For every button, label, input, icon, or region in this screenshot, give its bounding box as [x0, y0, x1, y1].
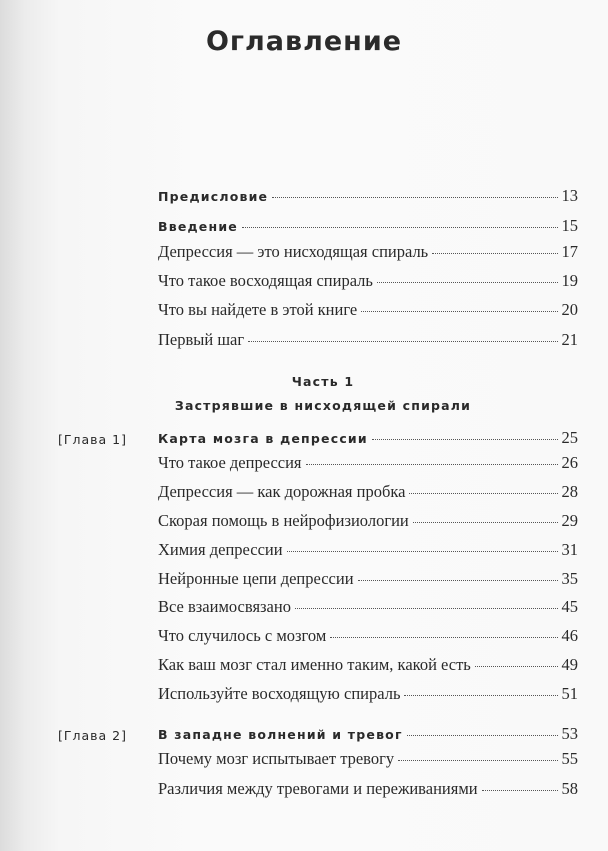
- toc-entry[interactable]: [158, 330, 578, 354]
- toc-entry[interactable]: [158, 540, 578, 564]
- dot-leader: [372, 439, 558, 440]
- toc-entry[interactable]: [158, 724, 578, 748]
- entry-title: Химия депрессии: [158, 540, 283, 559]
- entry-title: Депрессия — как дорожная пробка: [158, 482, 406, 501]
- entry-page: 51: [561, 684, 578, 703]
- dot-leader: [398, 760, 557, 761]
- dot-leader: [409, 493, 557, 494]
- entry-page: 46: [561, 626, 578, 645]
- entry-page: 31: [561, 540, 578, 559]
- toc-entry[interactable]: [158, 271, 578, 295]
- toc-entry[interactable]: [158, 216, 578, 240]
- toc-entry[interactable]: [158, 569, 578, 593]
- dot-leader: [475, 666, 558, 667]
- entry-page: 20: [561, 300, 578, 319]
- dot-leader: [413, 522, 558, 523]
- toc-entry[interactable]: [158, 779, 578, 803]
- toc-entry[interactable]: [158, 749, 578, 773]
- part-label: Часть 1: [291, 374, 355, 389]
- dot-leader: [248, 341, 557, 342]
- dot-leader: [407, 735, 558, 736]
- entry-page: 15: [561, 216, 578, 235]
- entry-title: Почему мозг испытывает тревогу: [158, 749, 395, 768]
- entry-title: Что случилось с мозгом: [158, 626, 327, 645]
- entry-title: Что такое восходящая спираль: [158, 271, 373, 290]
- dot-leader: [482, 790, 558, 791]
- toc-entry[interactable]: [158, 655, 578, 679]
- entry-page: 26: [561, 453, 578, 472]
- entry-title: Используйте восходящую спираль: [158, 684, 401, 703]
- dot-leader: [432, 253, 557, 254]
- entry-title: Предисловие: [158, 189, 269, 204]
- entry-title: Как ваш мозг стал именно таким, какой есть: [158, 655, 471, 674]
- entry-page: 53: [561, 724, 578, 743]
- entry-page: 25: [561, 428, 578, 447]
- entry-title: Все взаимосвязано: [158, 597, 291, 616]
- toc-entry[interactable]: [158, 428, 578, 452]
- entry-page: 13: [561, 186, 578, 205]
- dot-leader: [358, 580, 558, 581]
- entry-title: Карта мозга в депрессии: [158, 431, 368, 446]
- entry-page: 19: [561, 271, 578, 290]
- toc-entry[interactable]: [158, 597, 578, 621]
- entry-page: 21: [561, 330, 578, 349]
- chapter-label: [Глава 1]: [58, 432, 127, 447]
- entry-title: Различия между тревогами и переживаниями: [158, 779, 478, 798]
- dot-leader: [377, 282, 558, 283]
- page-title: Оглавление: [205, 26, 403, 57]
- entry-page: 45: [561, 597, 578, 616]
- toc-entry[interactable]: [158, 242, 578, 266]
- entry-title: Введение: [158, 219, 238, 234]
- dot-leader: [295, 608, 558, 609]
- dot-leader: [272, 197, 557, 198]
- entry-title: Что такое депрессия: [158, 453, 302, 472]
- dot-leader: [330, 637, 557, 638]
- dot-leader: [361, 311, 557, 312]
- entry-page: 49: [561, 655, 578, 674]
- part-title: Застрявшие в нисходящей спирали: [174, 398, 472, 413]
- toc-entry[interactable]: [158, 626, 578, 650]
- entry-page: 28: [561, 482, 578, 501]
- entry-title: Скорая помощь в нейрофизиологии: [158, 511, 409, 530]
- entry-page: 55: [561, 749, 578, 768]
- chapter-label: [Глава 2]: [58, 728, 127, 743]
- toc-entry[interactable]: [158, 511, 578, 535]
- entry-page: 29: [561, 511, 578, 530]
- dot-leader: [306, 464, 558, 465]
- entry-title: В западне волнений и тревог: [158, 727, 403, 742]
- toc-entry[interactable]: [158, 482, 578, 506]
- toc-entry[interactable]: [158, 186, 578, 210]
- toc-entry[interactable]: [158, 453, 578, 477]
- entry-page: 35: [561, 569, 578, 588]
- dot-leader: [242, 227, 558, 228]
- toc-entry[interactable]: [158, 684, 578, 708]
- entry-title: Что вы найдете в этой книге: [158, 300, 358, 319]
- entry-page: 58: [561, 779, 578, 798]
- toc-entry[interactable]: [158, 300, 578, 324]
- dot-leader: [404, 695, 557, 696]
- entry-page: 17: [561, 242, 578, 261]
- entry-title: Нейронные цепи депрессии: [158, 569, 354, 588]
- entry-title: Первый шаг: [158, 330, 245, 349]
- entry-title: Депрессия — это нисходящая спираль: [158, 242, 429, 261]
- dot-leader: [287, 551, 558, 552]
